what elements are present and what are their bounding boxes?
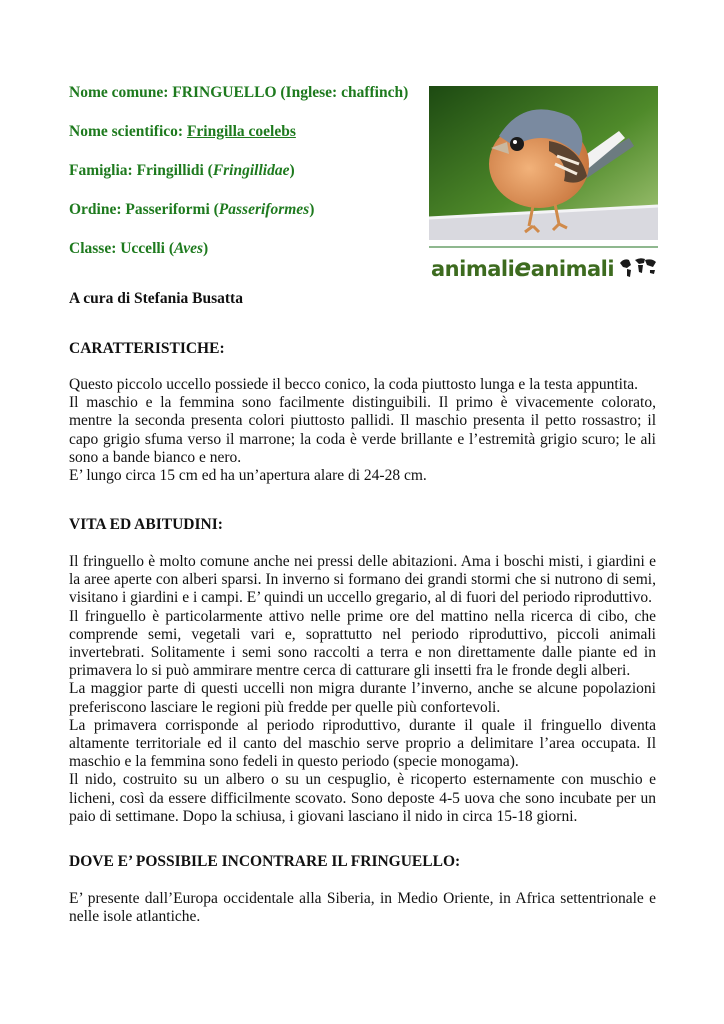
order-latin: Passeriformes: [218, 201, 310, 218]
where-p1: E’ presente dall’Europa occidentale alla Siberia, in Medio Oriente, in Africa settentrionale e nelle isole atlantiche.: [69, 890, 656, 926]
author-credit: A cura di Stefania Busatta: [69, 290, 243, 307]
life-p2: Il fringuello è particolarmente attivo nelle prime ore del mattino nella ricerca di cibo, che comprende semi, vegetali vari e, soprattutto nel periodo riproduttivo, piccoli animali invertebrati. Solitamente i semi sono raccolti a terra e non direttamente dalle piante ed in primavera lo si può ammirare mentre cerca di catturare gli insetti fra le fronde degli alberi.: [69, 607, 656, 680]
common-name: Nome comune: FRINGUELLO (Inglese: chaffinch): [69, 84, 409, 101]
section-title-characteristics: CARATTERISTICHE:: [69, 340, 225, 357]
life-body: [69, 553, 656, 826]
site-logo: [429, 246, 658, 286]
life-p4: La primavera corrisponde al periodo riproduttivo, durante il quale il fringuello diventa altamente territoriale ed il canto del maschio serve proprio a delimitare l’area occupata. Il maschio e la femmina sono fedeli in questo periodo (specie monogama).: [69, 716, 656, 771]
order-line: [69, 201, 314, 220]
family-label: Famiglia: Fringillidi (: [69, 162, 213, 179]
section-title-where: DOVE E’ POSSIBILE INCONTRARE IL FRINGUELLO:: [69, 853, 461, 870]
class-line: [69, 240, 208, 259]
characteristics-p2: Il maschio e la femmina sono facilmente distinguibili. Il primo è vivacemente colorato, mentre la seconda presenta colori piuttosto pallidi. Il maschio presenta il petto rossastro; il capo grigio sfuma verso il marrone; la coda è verde brillante e l’estremità grigio scuro; le ali sono a bande bianco e nero.: [69, 394, 656, 466]
family-line: [69, 162, 295, 181]
life-p3: La maggior parte di questi uccelli non migra durante l’inverno, anche se alcune popolazioni preferiscono lasciare le regioni più fredde per quelle più confortevoli.: [69, 680, 656, 716]
characteristics-p3: E’ lungo circa 15 cm ed ha un’apertura alare di 24-28 cm.: [69, 467, 427, 485]
characteristics-body: [69, 376, 656, 485]
section-title-life: VITA ED ABITUDINI:: [69, 516, 223, 533]
order-close: ): [309, 201, 315, 218]
life-p5: Il nido, costruito su un albero o su un cespuglio, è ricoperto esternamente con muschio e licheni, così da essere difficilmente scovato. Sono deposte 4-5 uova che sono incubate per un paio di settimane. Dopo la schiusa, i giovani lasciano il nido in circa 15-18 giorni.: [69, 771, 656, 825]
life-p1: Il fringuello è molto comune anche nei pressi delle abitazioni. Ama i boschi misti, i giardini e la aree aperte con alberi sparsi. In inverno si formano dei grandi stormi che si nutrono di semi, visitano i giardini e i campi. E’ quindi un uccello gregario, al di fuori del periodo riproduttivo.: [69, 553, 656, 607]
scientific-name-label: Nome scientifico:: [69, 123, 187, 140]
chaffinch-photo: [429, 86, 658, 240]
logo-text: animalieanimali: [431, 252, 615, 282]
where-body: [69, 890, 656, 926]
family-latin: Fringillidae: [212, 162, 290, 179]
order-label: Ordine: Passeriformi (: [69, 201, 219, 218]
family-close: ): [289, 162, 295, 179]
class-close: ): [203, 240, 209, 257]
class-label: Classe: Uccelli (: [69, 240, 175, 257]
world-map-icon: [618, 255, 658, 279]
scientific-name-link[interactable]: Fringilla coelebs: [186, 123, 296, 140]
class-latin: Aves: [174, 240, 204, 257]
scientific-name-line: [69, 123, 296, 142]
characteristics-p1: Questo piccolo uccello possiede il becco conico, la coda piuttosto lunga e la testa appuntita.: [69, 376, 639, 393]
